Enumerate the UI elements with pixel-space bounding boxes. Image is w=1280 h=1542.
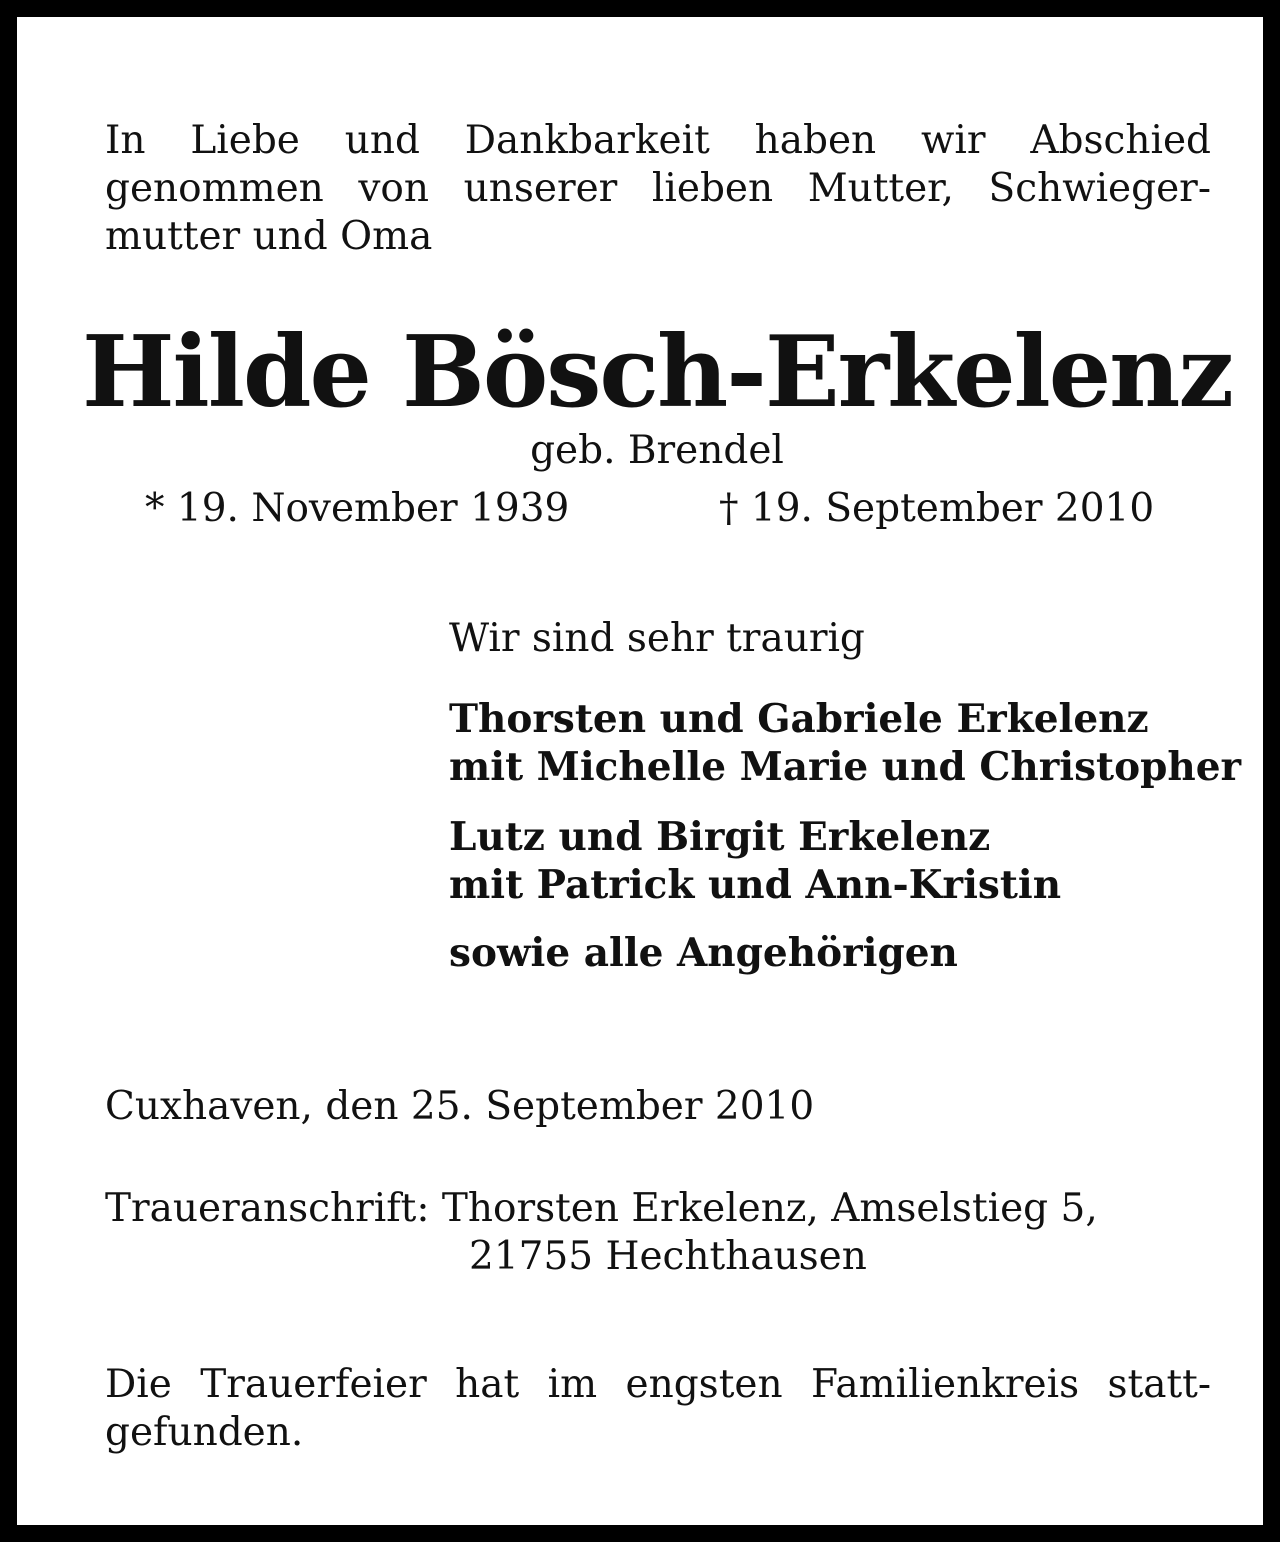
mourner-line: Thorsten und Gabriele Erkelenz (449, 696, 1149, 742)
place-date: Cuxhaven, den 25. September 2010 (105, 1084, 815, 1129)
mourning-address-line-1: Traueranschrift: Thorsten Erkelenz, Amselstieg 5, (105, 1186, 1098, 1231)
intro-line-3: mutter und Oma (105, 214, 433, 259)
mourner-line: Lutz und Birgit Erkelenz (449, 814, 991, 860)
closing-line-1: Die Trauerfeier hat im engsten Familienkreis statt- (105, 1362, 1211, 1407)
closing-line-2: gefunden. (105, 1410, 304, 1455)
mourning-address-line-2: 21755 Hechthausen (469, 1234, 867, 1279)
mourner-line: sowie alle Angehörigen (449, 930, 958, 976)
birth-date: * 19. November 1939 (145, 486, 570, 531)
mourner-line: mit Patrick und Ann-Kristin (449, 862, 1062, 908)
deceased-name: Hilde Bösch-Erkelenz (81, 315, 1233, 430)
intro-line-2: genommen von unserer lieben Mutter, Schwieger- (105, 166, 1211, 211)
mourners-intro: Wir sind sehr traurig (449, 616, 865, 661)
closing-paragraph (105, 1361, 1211, 1457)
mourner-line: mit Michelle Marie und Christopher (449, 744, 1242, 790)
maiden-name: geb. Brendel (530, 428, 784, 473)
intro-line-1: In Liebe und Dankbarkeit haben wir Abschied (105, 118, 1211, 163)
intro-paragraph (105, 117, 1211, 261)
death-date: † 19. September 2010 (719, 486, 1155, 531)
